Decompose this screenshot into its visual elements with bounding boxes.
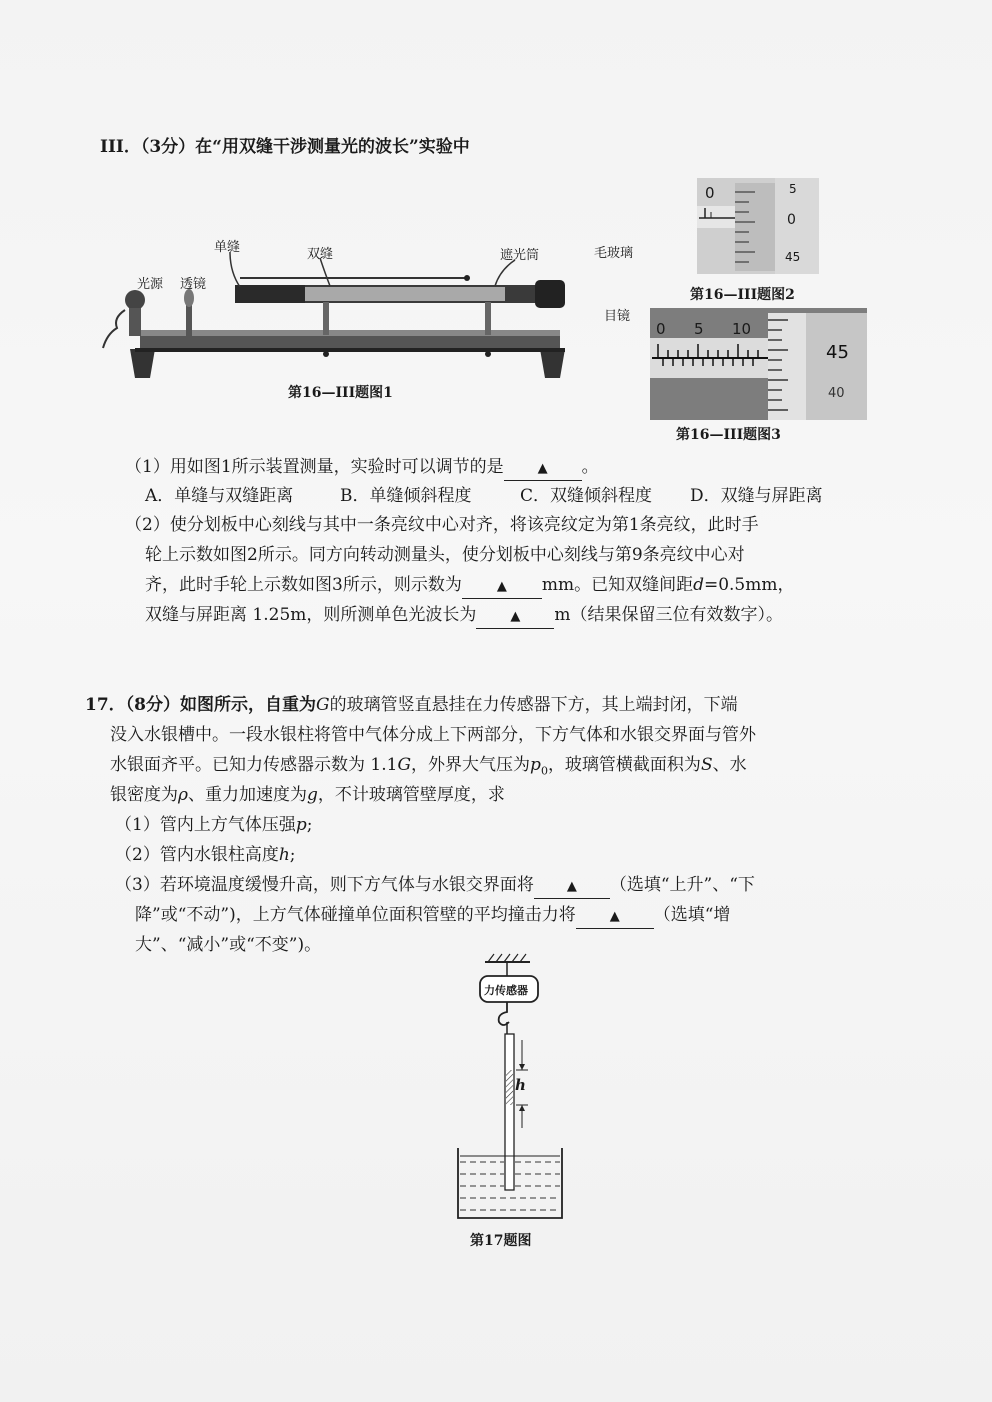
q2-answer-blank-2[interactable]: ▲ (476, 606, 554, 629)
q2-line2: 轮上示数如图2所示。同方向转动测量头，使分划板中心刻线与第9条亮纹中心对 (145, 545, 745, 565)
q17-l1-a: 17．（8分）如图所示，自重为 (85, 695, 316, 715)
q1-stem (125, 452, 599, 482)
q1-text: （1）用如图1所示装置测量，实验时可以调节的是 (125, 457, 504, 477)
q17-s3-c: 降”或“不动”)，上方气体碰撞单位面积管壁的平均撞击力将 (135, 905, 576, 925)
fig3-main-label-10: 10 (732, 320, 752, 338)
section3-heading: III．（3分）在“用双缝干涉测量光的波长”实验中 (100, 137, 470, 157)
q17-s-area: S (700, 755, 713, 775)
fig17-sensor-label: 力传感器 (484, 984, 528, 997)
q1-option-b[interactable]: B．单缝倾斜程度 (340, 486, 472, 506)
q17-p0: p (530, 755, 541, 775)
q1-end: 。 (581, 457, 599, 477)
fig2-main-label-0: 0 (705, 184, 715, 202)
q17-s2-var: h (278, 845, 290, 865)
q17-line4 (110, 780, 505, 810)
label-lens: 透镜 (180, 277, 207, 292)
fig2-caption: 第16—III题图2 (690, 287, 795, 303)
q2-line4-a: 双缝与屏距离 1.25m，则所测单色光波长为 (145, 605, 477, 625)
fig3-main-label-5: 5 (694, 320, 704, 338)
q17-l3-g: G (397, 755, 412, 775)
q17-l4-c: ，不计玻璃管壁厚度，求 (317, 785, 505, 805)
q17-g-weight: G (316, 695, 330, 715)
fig1-caption: 第16—III题图1 (288, 385, 393, 401)
fig17-caption: 第17题图 (470, 1233, 532, 1249)
q1-answer-blank[interactable]: ▲ (504, 458, 582, 481)
q17-s2-a: （2）管内水银柱高度 (115, 845, 279, 865)
fig2-thimble-label-0: 0 (787, 212, 796, 228)
fig17-h-label: h (515, 1076, 526, 1094)
q17-s1-var: p (295, 815, 307, 835)
q2-answer-blank-1[interactable]: ▲ (462, 576, 542, 599)
q17-p0-sub: 0 (540, 764, 548, 778)
fig3-main-label-0: 0 (656, 320, 666, 338)
q17-sub3-line3: 大”、“减小”或“不变”)。 (135, 935, 322, 955)
q17-l4-b: 、重力加速度为 (188, 785, 307, 805)
q17-s3-b: （选填“上升”、“下 (609, 875, 755, 895)
label-double-slit: 双缝 (307, 247, 334, 262)
q1-options (145, 481, 865, 511)
q17-l4-a: 银密度为 (110, 785, 178, 805)
q17-s2-b: ; (289, 845, 296, 865)
q17-g-accel: g (307, 785, 318, 805)
fig3-thimble-label-40: 40 (828, 386, 845, 401)
q2-line3-c: =0.5mm， (703, 575, 795, 595)
q17-answer-blank-2[interactable]: ▲ (576, 906, 654, 929)
fig3-thimble-label-45: 45 (826, 342, 849, 363)
q17-sub3-line2 (135, 900, 730, 930)
q17-rho: ρ (178, 785, 188, 805)
fig3-caption: 第16—III题图3 (676, 427, 781, 443)
q17-sub3-line1 (115, 870, 755, 900)
q17-s3-a: （3）若环境温度缓慢升高，则下方气体与水银交界面将 (115, 875, 534, 895)
q17-l3-d: 、水 (712, 755, 747, 775)
q2-d-variable: d (693, 575, 704, 595)
q17-sub2 (115, 840, 296, 870)
q17-answer-blank-1[interactable]: ▲ (534, 876, 610, 899)
q17-line2: 没入水银槽中。一段水银柱将管中气体分成上下两部分，下方气体和水银交界面与管外 (110, 725, 756, 745)
q17-s1-b: ; (306, 815, 313, 835)
label-single-slit: 单缝 (214, 240, 241, 255)
q1-option-c[interactable]: C．双缝倾斜程度 (520, 486, 653, 506)
label-eyepiece: 目镜 (604, 309, 631, 324)
label-frosted-glass: 毛玻璃 (594, 246, 634, 261)
q17-l1-b: 的玻璃管竖直悬挂在力传感器下方，其上端封闭，下端 (329, 695, 738, 715)
q17-l3-c: ，玻璃管横截面积为 (547, 755, 701, 775)
q2-line3-b: mm。已知双缝间距 (541, 575, 694, 595)
q17-line1 (85, 690, 738, 720)
q17-sub1 (115, 810, 312, 840)
q17-l3-a: 水银面齐平。已知力传感器示数为 1.1 (110, 755, 398, 775)
q2-line3-a: 齐，此时手轮上示数如图3所示，则示数为 (145, 575, 462, 595)
q2-line4 (145, 600, 783, 630)
fig2-micrometer-photo (697, 178, 819, 274)
q1-option-a[interactable]: A．单缝与双缝距离 (145, 486, 294, 506)
fig2-thimble-label-5: 5 (789, 182, 797, 196)
fig2-thimble-label-45: 45 (785, 250, 801, 264)
label-light-source: 光源 (137, 277, 164, 292)
q2-line1: （2）使分划板中心刻线与其中一条亮纹中心对齐，将该亮纹定为第1条亮纹，此时手 (125, 515, 759, 535)
fig3-micrometer-photo (650, 308, 867, 420)
q2-line4-b: m（结果保留三位有效数字）。 (554, 605, 783, 625)
label-shade-tube: 遮光筒 (500, 248, 540, 263)
q17-s1-a: （1）管内上方气体压强 (115, 815, 296, 835)
q17-s3-d: （选填“增 (653, 905, 731, 925)
q17-l3-b: ，外界大气压为 (411, 755, 531, 775)
q1-option-d[interactable]: D．双缝与屏距离 (690, 486, 823, 506)
q2-line3 (145, 570, 795, 600)
